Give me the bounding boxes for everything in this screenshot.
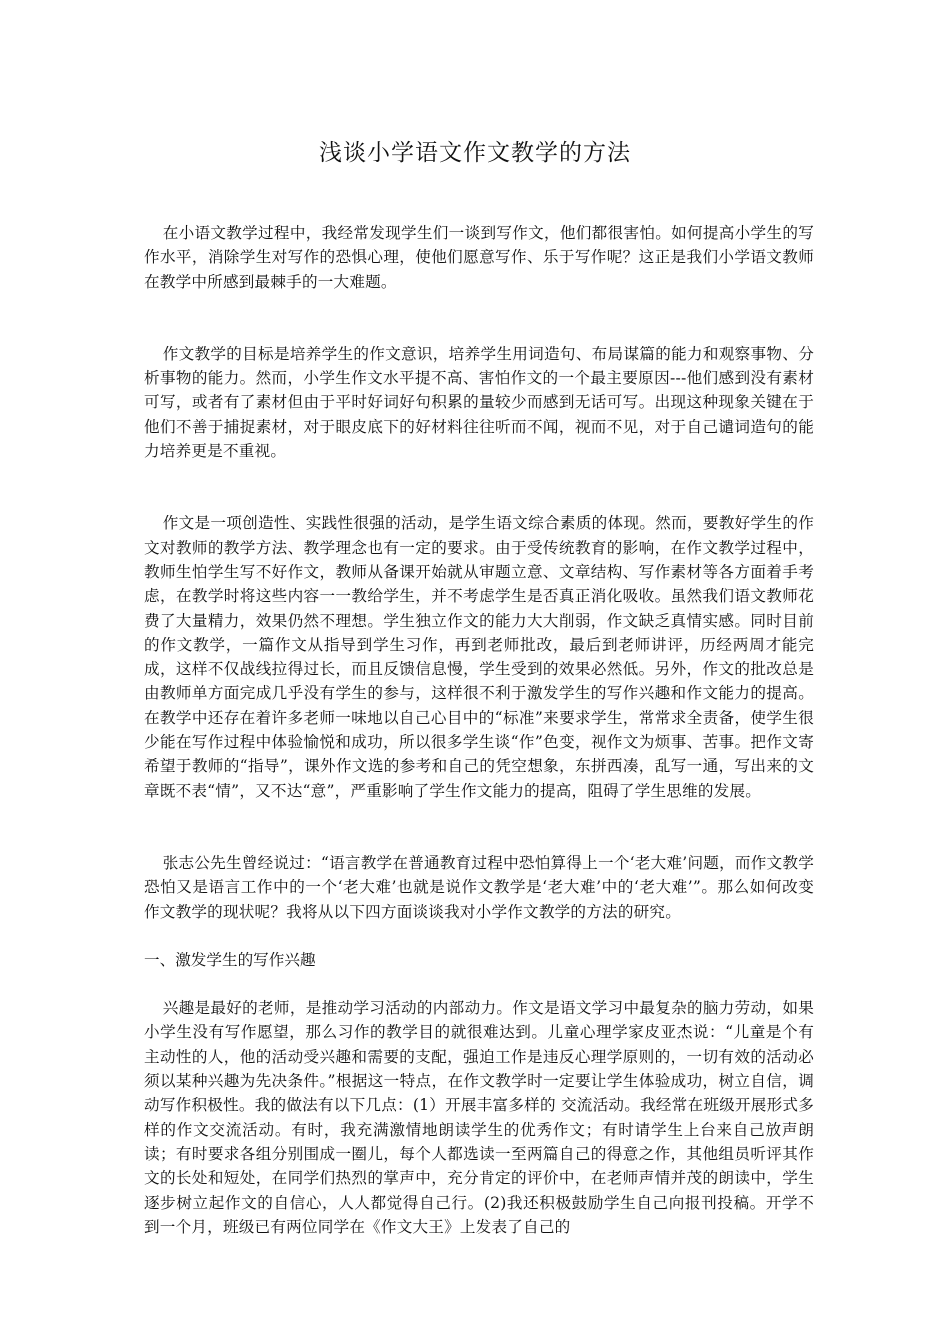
paragraph-intro: 在小语文教学过程中，我经常发现学生们一谈到写作文，他们都很害怕。如何提高小学生的写作水平，消除学生对写作的恐惧心理，使他们愿意写作、乐于写作呢？这正是我们小学语文教师在教学中所感到最棘手的一大难题。: [144, 224, 814, 291]
paragraph-current-problems: 作文是一项创造性、实践性很强的活动，是学生语文综合素质的体现。然而，要教好学生的作文对教师的教学方法、教学理念也有一定的要求。由于受传统教育的影响，在作文教学过程中，教师生怕学生写不好作文，教师从备课开始就从审题立意、文章结构、写作素材等各方面着手考虑，在教学时将这些内容一一教给学生，并不考虑学生是否真正消化吸收。虽然我们语文教师花费了大量精力，效果仍然不理想。学生独立作文的能力大大削弱，作文缺乏真情实感。同时目前的作文教学，一篇作文从指导到学生习作，再到老师批改，最后到老师讲评，历经两周才能完成，这样不仅战线拉得过长，而且反馈信息慢，学生受到的效果必然低。另外，作文的批改总是由教师单方面完成几乎没有学生的参与，这样很不利于激发学生的写作兴趣和作文能力的提高。在教学中还存在着许多老师一味地以自己心目中的“标准”来要求学生，常常求全责备，使学生很少能在写作过程中体验愉悦和成功，所以很多学生谈“作”色变，视作文为烦事、苦事。把作文寄希望于教师的“指导”，课外作文选的参考和自己的凭空想象，东拼西凑，乱写一通，写出来的文章既不表“情”，又不达“意”，严重影响了学生作文能力的提高，阻碍了学生思维的发展。: [144, 514, 814, 800]
section-heading: 一、激发学生的写作兴趣: [144, 950, 316, 969]
document-body: [144, 221, 814, 1239]
paragraph-interest: 兴趣是最好的老师，是推动学习活动的内部动力。作文是语文学习中最复杂的脑力劳动，如果小学生没有写作愿望，那么习作的教学目的就很难达到。儿童心理学家皮亚杰说：“儿童是个有主动性的人，他的活动受兴趣和需要的支配，强迫工作是违反心理学原则的，一切有效的活动必须以某种兴趣为先决条件。”根据这一特点，在作文教学时一定要让学生体验成功，树立自信，调动写作积极性。我的做法有以下几点：(1）开展丰富多样的 交流活动。我经常在班级开展形式多样的作文交流活动。有时，我充满激情地朗读学生的优秀作文；有时请学生上台来自己放声朗读；有时要求各组分别围成一圈儿，每个人都选读一至两篇自己的得意之作，其他组员听评其作文的长处和短处，在同学们热烈的掌声中，充分肯定的评价中，在老师声情并茂的朗读中，学生逐步树立起作文的自信心，人人都觉得自己行。(2)我还积极鼓励学生自己向报刊投稿。开学不到一个月，班级已有两位同学在《作文大王》上发表了自己的: [144, 999, 814, 1236]
document-title: 浅谈小学语文作文教学的方法: [319, 140, 631, 166]
paragraph-quote: 张志公先生曾经说过：“语言教学在普通教育过程中恐怕算得上一个‘老大难’问题，而作文教学恐怕又是语言工作中的一个‘老大难’也就是说作文教学是‘老大难’中的‘老大难’”。那么如何改变作文教学的现状呢？我将从以下四方面谈谈我对小学作文教学的方法的研究。: [144, 853, 814, 921]
paragraph-teaching-goal: 作文教学的目标是培养学生的作文意识，培养学生用词造句、布局谋篇的能力和观察事物、分析事物的能力。然而，小学生作文水平提不高、害怕作文的一个最主要原因---他们感到没有素材可写，或者有了素材但由于平时好词好句积累的量较少而感到无话可写。出现这种现象关键在于他们不善于捕捉素材，对于眼皮底下的好材料往往听而不闻，视而不见，对于自己谴词造句的能力培养更是不重视。: [144, 344, 814, 461]
